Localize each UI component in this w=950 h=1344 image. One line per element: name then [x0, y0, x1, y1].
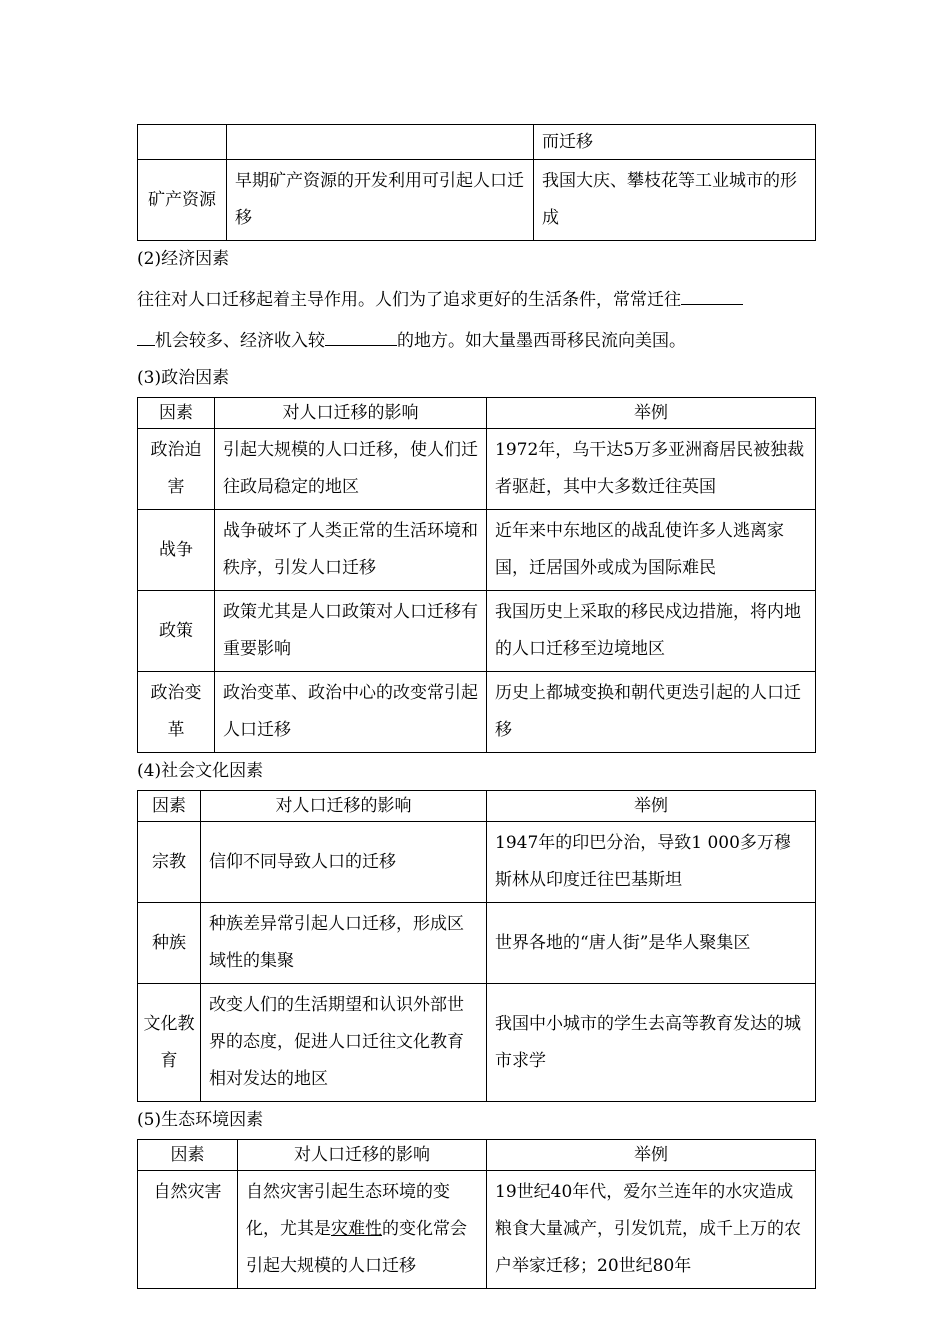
- factor-cell: 战争: [138, 510, 215, 591]
- document-page: [137, 124, 815, 1289]
- paragraph-text: 往往对人口迁移起着主导作用。人们为了追求更好的生活条件，常常迁往: [137, 290, 681, 310]
- column-header: 对人口迁移的影响: [201, 791, 487, 822]
- factor-cell: 自然灾害: [138, 1171, 238, 1289]
- effect-cell: [238, 1171, 487, 1289]
- factor-cell: 政策: [138, 591, 215, 672]
- table-cell: 而迁移: [534, 125, 816, 160]
- factor-cell: 宗教: [138, 822, 201, 903]
- effect-cell: 信仰不同导致人口的迁移: [201, 822, 487, 903]
- paragraph-text: 机会较多、经济收入较: [155, 331, 325, 351]
- factor-cell: 政治变革: [138, 672, 215, 753]
- example-cell: 历史上都城变换和朝代更迭引起的人口迁移: [487, 672, 816, 753]
- table-row: [138, 672, 816, 753]
- table-header-row: [138, 1140, 816, 1171]
- table-row: [138, 984, 816, 1102]
- table-row: [138, 160, 816, 241]
- underlined-term: 灾难性: [331, 1219, 382, 1239]
- fill-blank[interactable]: [137, 319, 155, 346]
- column-header: 对人口迁移的影响: [215, 398, 487, 429]
- column-header: 举例: [487, 1140, 816, 1171]
- effect-cell: 政策尤其是人口政策对人口迁移有重要影响: [215, 591, 487, 672]
- effect-cell: 战争破坏了人类正常的生活环境和秩序，引发人口迁移: [215, 510, 487, 591]
- column-header: 举例: [487, 398, 816, 429]
- column-header: 对人口迁移的影响: [238, 1140, 487, 1171]
- effect-cell: 早期矿产资源的开发利用可引起人口迁移: [227, 160, 534, 241]
- table-row: [138, 903, 816, 984]
- table-cell: [138, 125, 227, 160]
- factor-cell: 种族: [138, 903, 201, 984]
- factor-cell: 矿产资源: [138, 160, 227, 241]
- fill-blank[interactable]: [681, 278, 743, 305]
- example-cell: 1947年的印巴分治，导致1 000多万穆斯林从印度迁往巴基斯坦: [487, 822, 816, 903]
- political-factors-table: [137, 397, 816, 753]
- factor-cell: 政治迫害: [138, 429, 215, 510]
- table-cell: [227, 125, 534, 160]
- column-header: 因素: [138, 398, 215, 429]
- table-row: [138, 822, 816, 903]
- example-cell: 我国历史上采取的移民戍边措施，将内地的人口迁移至边境地区: [487, 591, 816, 672]
- table-row: [138, 510, 816, 591]
- section-heading-political: (3)政治因素: [137, 368, 230, 388]
- table-row: [138, 1171, 816, 1289]
- effect-cell: 政治变革、政治中心的改变常引起人口迁移: [215, 672, 487, 753]
- table-row: [138, 591, 816, 672]
- example-cell: 近年来中东地区的战乱使许多人逃离家国，迁居国外或成为国际难民: [487, 510, 816, 591]
- column-header: 举例: [487, 791, 816, 822]
- example-cell: 世界各地的“唐人街”是华人聚集区: [487, 903, 816, 984]
- natural-factors-table-continued: [137, 124, 816, 241]
- fill-blank[interactable]: [325, 319, 397, 346]
- section-heading-social-cultural: (4)社会文化因素: [137, 761, 264, 781]
- economic-paragraph: [137, 278, 815, 360]
- example-cell: 我国中小城市的学生去高等教育发达的城市求学: [487, 984, 816, 1102]
- factor-cell: 文化教育: [138, 984, 201, 1102]
- effect-cell: 引起大规模的人口迁移，使人们迁往政局稳定的地区: [215, 429, 487, 510]
- table-header-row: [138, 791, 816, 822]
- column-header: 因素: [138, 791, 201, 822]
- ecological-factors-table: [137, 1139, 816, 1289]
- section-heading-ecological: (5)生态环境因素: [137, 1110, 264, 1130]
- table-row: [138, 429, 816, 510]
- column-header: 因素: [138, 1140, 238, 1171]
- paragraph-text: 的地方。如大量墨西哥移民流向美国。: [397, 331, 686, 351]
- social-cultural-factors-table: [137, 790, 816, 1102]
- effect-cell: 改变人们的生活期望和认识外部世界的态度，促进人口迁往文化教育相对发达的地区: [201, 984, 487, 1102]
- section-heading-economic: (2)经济因素: [137, 249, 230, 269]
- effect-text: 的变化常会引起大规模的人口迁移: [246, 1219, 467, 1276]
- table-header-row: [138, 398, 816, 429]
- example-cell: 19世纪40年代，爱尔兰连年的水灾造成粮食大量减产，引发饥荒，成千上万的农户举家迁移；20世纪80年: [487, 1171, 816, 1289]
- effect-cell: 种族差异常引起人口迁移，形成区域性的集聚: [201, 903, 487, 984]
- example-cell: 我国大庆、攀枝花等工业城市的形成: [534, 160, 816, 241]
- effect-text: 自然灾害引起生态环境的变化，尤其是: [246, 1182, 450, 1239]
- table-row: [138, 125, 816, 160]
- example-cell: 1972年，乌干达5万多亚洲裔居民被独裁者驱赶，其中大多数迁往英国: [487, 429, 816, 510]
